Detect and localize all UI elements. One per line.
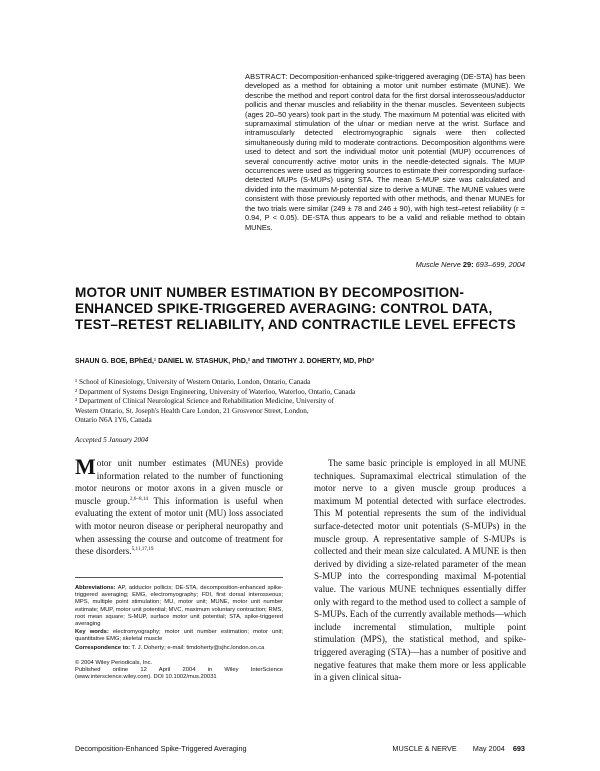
page-number: 693 bbox=[512, 744, 525, 753]
footer-journal: MUSCLE & NERVE bbox=[392, 744, 457, 753]
footnote-copyright bbox=[75, 660, 283, 682]
running-footer-journal bbox=[392, 744, 525, 753]
running-footer-title: Decomposition-Enhanced Spike-Triggered Averaging bbox=[75, 744, 247, 753]
authors: SHAUN G. BOE, BPhEd,¹ DANIEL W. STASHUK, PhD,² and TIMOTHY J. DOHERTY, MD, PhD³ bbox=[75, 358, 374, 365]
keywords-label: Key words: bbox=[75, 629, 109, 635]
ref-superscript: 2,6–8,14 bbox=[129, 495, 149, 502]
citation-journal: Muscle Nerve bbox=[415, 260, 461, 269]
footnote-correspondence bbox=[75, 645, 283, 652]
affiliation-3-cont: Western Ontario, St. Joseph's Health Care London, 21 Grosvenor Street, London, bbox=[75, 406, 309, 415]
footer-date: May 2004 bbox=[472, 744, 505, 753]
abbreviations-label: Abbreviations: bbox=[75, 585, 116, 591]
accepted-date: Accepted 5 January 2004 bbox=[75, 436, 149, 444]
drop-cap: M bbox=[75, 454, 96, 479]
keywords-text: electromyography; motor unit number estimation; motor unit; quantitative EMG; skeletal muscle bbox=[75, 629, 283, 643]
affiliation-3: ³ Department of Clinical Neurological Science and Rehabilitation Medicine, University of bbox=[75, 397, 335, 406]
intro-text-b: This information is useful when evaluating the extent of motor unit (MU) loss associated with motor neuron disease or peripheral neuropathy and when assessing the course and outcome of treatment for these disorders. bbox=[75, 495, 283, 557]
footnote-keywords bbox=[75, 629, 283, 643]
footnote-divider bbox=[75, 577, 283, 578]
abbreviations-text: AP, adductor pollicis; DE-STA, decomposition-enhanced spike-triggered averaging; EMG, electromyography; FDI, first dorsal interosseous; MPS, multiple point stimulation; MU, motor unit; MUNE, motor unit number estimate; MUP, motor unit potential; MVC, maximum voluntary contraction; RMS, root mean square; S-MUP, surface motor unit potential; STA, spike-triggered averaging bbox=[75, 585, 283, 628]
ref-superscript: 5,11,17,19 bbox=[131, 546, 154, 553]
body-column-right bbox=[314, 457, 526, 684]
body-paragraph: The same basic principle is employed in all MUNE techniques. Supramaximal electrical stimulation of the motor nerve to a given muscle group produces a maximum M potential detected with surface electrodes. This M potential represents the sum of the individual surface-detected motor unit potentials (S-MUPs) in the muscle group. A representative sample of S-MUPs is collected and their mean size calculated. A MUNE is then derived by dividing a size-related parameter of the mean S-MUP into the corresponding maximal M-potential value. The various MUNE techniques essentially differ only with regard to the method used to collect a sample of S-MUPs. Each of the currently available methods—which include incremental stimulation, multiple point stimulation (MPS), the statistical method, and spike-triggered averaging (STA)—has a number of positive and negative features that make them more or less applicable in a given clinical situa- bbox=[314, 458, 526, 683]
body-column-left bbox=[75, 454, 283, 558]
affiliation-1: ¹ School of Kinesiology, University of Western Ontario, London, Ontario, Canada bbox=[75, 378, 311, 386]
correspondence-text: T. J. Doherty; e-mail: timdoherty@sjhc.london.on.ca bbox=[130, 645, 265, 651]
article-title: MOTOR UNIT NUMBER ESTIMATION BY DECOMPOSITION-ENHANCED SPIKE-TRIGGERED AVERAGING: CONTROL DATA, TEST–RETEST RELIABILITY, AND CONTRACTILE LEVEL EFFECTS bbox=[75, 285, 516, 332]
copyright-line: © 2004 Wiley Periodicals, Inc. bbox=[75, 660, 153, 666]
citation-pages: 693–699, 2004 bbox=[475, 260, 525, 269]
affiliations bbox=[75, 378, 405, 426]
published-line: Published online 12 April 2004 in Wiley InterScience (www.interscience.wiley.com). DOI 10.1002/mus.20031 bbox=[75, 667, 283, 681]
affiliation-3-end: Ontario N6A 1Y6, Canada bbox=[75, 416, 152, 425]
correspondence-label: Correspondence to: bbox=[75, 645, 131, 651]
abstract-text: Decomposition-enhanced spike-triggered averaging (DE-STA) has been developed as a method for obtaining a motor unit number estimate (MUNE). We describe the method and report control data for the first dorsal interosseous/adductor pollicis and thenar muscles and reliability in the thenar muscles. Seventeen subjects (ages 20–50 years) took part in the study. The maximum M potential was elicited with supramaximal stimulation of the ulnar or median nerve at the wrist. Surface and intramuscularly detected electromyographic signals were then collected simultaneously during mild to moderate contractions. Decomposition algorithms were used to detect and sort the individual motor unit potential (MUP) occurrences of several concurrently active motor units in the needle-detected signals. The MUP occurrences were used as triggering sources to estimate their corresponding surface-detected MUPs (S-MUPs) using STA. The mean S-MUP size was calculated and divided into the maximum M-potential size to derive a MUNE. The MUNE values were consistent with those previously reported with other methods, and thenar MUNEs for the two trials were similar (249 ± 78 and 246 ± 90), with high test–retest reliability (r = 0.94, P < 0.05). DE-STA thus appears to be a valid and reliable method to obtain MUNEs. bbox=[245, 72, 525, 232]
citation bbox=[245, 260, 525, 269]
affiliation-2: ² Department of Systems Design Engineering, University of Waterloo, Waterloo, Ontario, Canada bbox=[75, 387, 356, 396]
abstract-label: ABSTRACT: bbox=[245, 72, 288, 81]
citation-volume: 29: bbox=[462, 260, 474, 269]
abstract bbox=[245, 72, 525, 232]
footnote-abbreviations bbox=[75, 585, 283, 628]
intro-text-a: otor unit number estimates (MUNEs) provide information related to the number of functioning motor neurons or motor axons in a given muscle or muscle group. bbox=[75, 458, 283, 506]
